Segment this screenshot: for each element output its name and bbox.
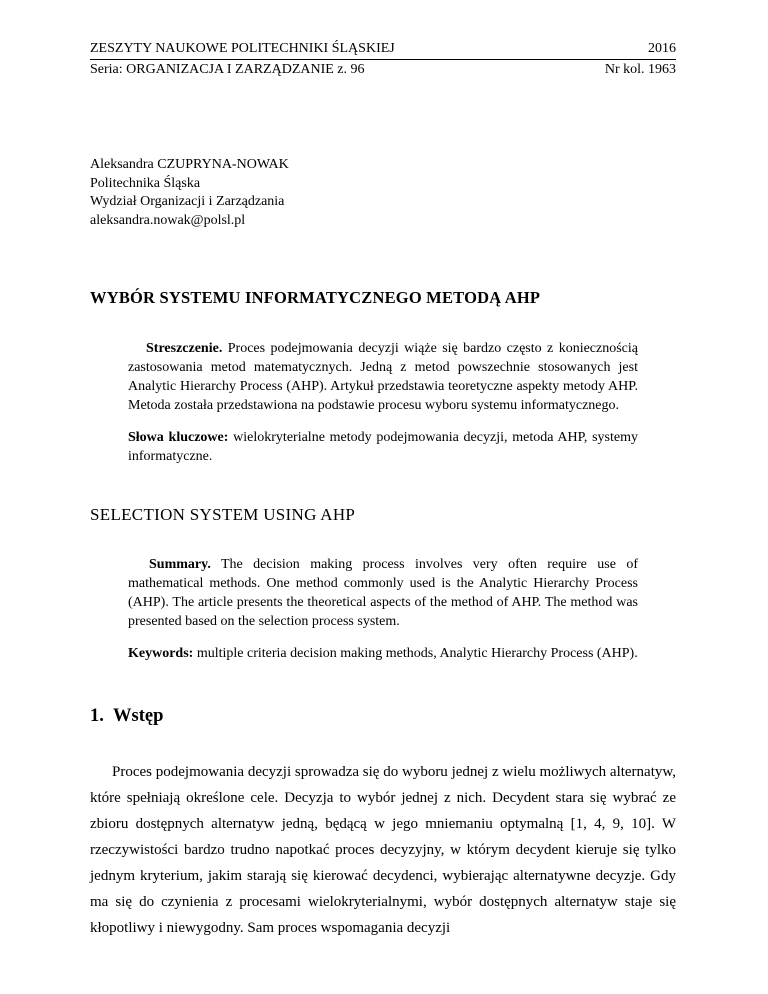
keywords-polish-text: wielokryterialne metody podejmowania decyzji, metoda AHP, systemy informatyczne.	[128, 430, 638, 464]
author-block	[90, 156, 289, 230]
header-row-2	[90, 60, 676, 79]
author-university: Politechnika Śląska	[90, 175, 201, 191]
author-email: aleksandra.nowak@polsl.pl	[90, 212, 246, 228]
keywords-english	[128, 644, 638, 663]
abstract-polish	[128, 339, 638, 415]
abstract-polish-text: Proces podejmowania decyzji wiąże się bardzo często z koniecznością zastosowania metod matematycznych. Jedną z metod powszechnie stosowanych jest Analytic Hierarchy Process (AHP). Artykuł przedstawia teoretyczne aspekty metody AHP. Metoda została przedstawiona na podstawie procesu wyboru systemu informatycznego.	[128, 341, 638, 413]
journal-name: ZESZYTY NAUKOWE POLITECHNIKI ŚLĄSKIEJ	[90, 41, 395, 56]
paper-title-polish: WYBÓR SYSTEMU INFORMATYCZNEGO METODĄ AHP	[90, 288, 541, 307]
keywords-english-label: Keywords:	[128, 646, 194, 661]
section-heading-introduction	[90, 706, 163, 727]
keywords-polish	[128, 428, 638, 466]
keywords-english-text: multiple criteria decision making methods, Analytic Hierarchy Process (AHP).	[193, 646, 638, 661]
keywords-polish-label: Słowa kluczowe:	[128, 430, 229, 445]
abstract-english	[128, 555, 638, 631]
issue-number: Nr kol. 1963	[604, 62, 676, 77]
abstract-english-label: Summary.	[149, 557, 211, 572]
series-info: Seria: ORGANIZACJA I ZARZĄDZANIE z. 96	[90, 62, 365, 77]
introduction-paragraph: Proces podejmowania decyzji sprowadza się do wyboru jednej z wielu możliwych alternatyw, które spełniają określone cele. Decyzja to wybór jednej z nich. Decydent stara się wybrać ze zbioru dostępnych alternatyw jedną, będącą w jego mniemaniu optymalną [1, 4, 9, 10]. W rzeczywistości bardzo trudno napotkać proces decyzyjny, w którym decydent kieruje się tylko jednym kryterium, jakim starają się kierować decydenci, wybierając alternatywne decyzje. Gdy ma się do czynienia z procesami wielokryterialnymi, wybór dostępnych alternatyw staje się kłopotliwy i niewygodny. Sam proces wspomagania decyzji	[90, 764, 676, 936]
publication-year: 2016	[648, 41, 676, 56]
header-row-1	[90, 39, 676, 60]
section-number: 1.	[90, 706, 104, 726]
author-faculty: Wydział Organizacji i Zarządzania	[90, 194, 285, 209]
abstract-english-text: The decision making process involves very often require use of mathematical methods. One method commonly used is the Analytic Hierarchy Process (AHP). The article presents the theoretical aspects of the method of AHP. The method was presented based on the selection process system.	[128, 557, 638, 629]
section-title: Wstęp	[113, 706, 164, 726]
running-header	[90, 39, 676, 79]
paper-title-english: SELECTION SYSTEM USING AHP	[90, 505, 356, 524]
author-name: Aleksandra CZUPRYNA-NOWAK	[90, 157, 289, 172]
abstract-polish-label: Streszczenie.	[146, 341, 223, 356]
